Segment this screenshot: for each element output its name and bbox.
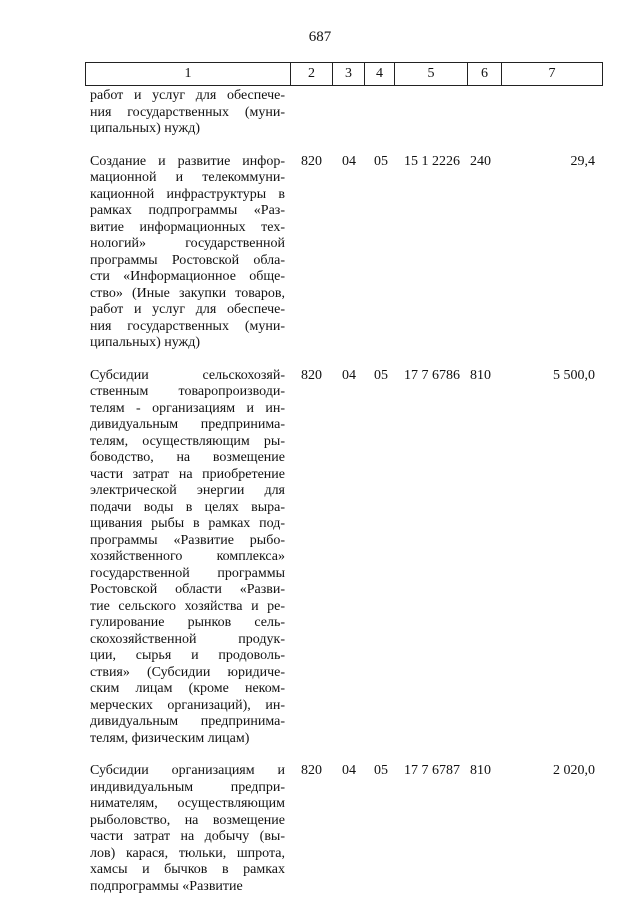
subsection-code: 05	[374, 153, 388, 169]
description-line: программы «Развитие рыбо-	[90, 532, 285, 548]
table-row	[0, 763, 640, 895]
column-header-7: 7	[502, 63, 603, 86]
description-line: ствия» (Субсидии юридиче-	[90, 664, 285, 680]
description-line: телям, физическим лицам)	[90, 730, 250, 746]
description-line: части затрат на добычу (вы-	[90, 829, 285, 844]
row-description	[90, 763, 285, 895]
description-line: Субсидии организациям и	[90, 763, 285, 778]
description-line: щивания рыбы в рамках под-	[90, 516, 285, 531]
description-line: мерческих организаций), ин-	[90, 697, 285, 713]
description-line: ство» (Иные закупки товаров,	[90, 285, 285, 301]
section-code: 04	[342, 763, 356, 778]
description-line: программы Ростовской обла-	[90, 252, 285, 268]
description-line: хамсы и бычков в рамках	[90, 862, 285, 877]
description-line: государственной программы	[90, 565, 285, 581]
row-description	[90, 368, 285, 748]
description-line: скохозяйственной продук-	[90, 631, 285, 647]
amount: 2 020,0	[553, 763, 595, 778]
description-line: кационной инфраструктуры в	[90, 186, 285, 202]
description-line: лов) карася, тюльки, шпрота,	[90, 845, 285, 861]
description-line: ским лицам (кроме неком-	[90, 681, 285, 696]
description-line: боводство, на возмещение	[90, 450, 285, 465]
description-line: подпрограммы «Развитие	[90, 878, 243, 894]
table-row	[0, 154, 640, 352]
column-header-6: 6	[468, 63, 502, 86]
section-code: 04	[342, 367, 356, 383]
column-header-4: 4	[365, 63, 395, 86]
column-header-1: 1	[86, 63, 291, 86]
description-line: гулирование рынков сель-	[90, 615, 285, 630]
description-line: нологий» государственной	[90, 236, 285, 251]
description-line: подачи воды в целях выра-	[90, 499, 285, 515]
description-line: дивидуальным предпринима-	[90, 714, 285, 729]
column-header-5: 5	[395, 63, 468, 86]
description-line: ципальных) нужд)	[90, 335, 201, 350]
section-code: 04	[342, 153, 356, 169]
subsection-code: 05	[374, 763, 388, 778]
description-line: нимателям, осуществляющим	[90, 796, 285, 811]
page-number: 687	[308, 29, 332, 45]
column-header-table	[85, 62, 603, 86]
description-line: дивидуальным предпринима-	[90, 417, 285, 432]
description-line: хозяйственного комплекса»	[90, 549, 285, 564]
table-row	[0, 368, 640, 748]
description-line: ципальных) нужд)	[90, 121, 201, 136]
row-description	[90, 88, 285, 138]
description-line: ции, сырья и продоволь-	[90, 648, 285, 663]
description-line: телям - организациям и ин-	[90, 400, 285, 416]
description-line: части затрат на приобретение	[90, 466, 285, 482]
subsection-code: 05	[374, 367, 388, 383]
description-line: телям, осуществляющим ры-	[90, 433, 285, 449]
description-line: Субсидии сельскохозяй-	[90, 367, 285, 383]
expense-type-code: 240	[470, 153, 491, 169]
ministry-code: 820	[301, 153, 322, 169]
target-article-code: 15 1 2226	[404, 153, 460, 169]
description-line: рыболовство, на возмещение	[90, 812, 285, 828]
description-line: Ростовской области «Разви-	[90, 582, 285, 597]
description-line: Создание и развитие инфор-	[90, 153, 285, 169]
column-header-3: 3	[333, 63, 365, 86]
ministry-code: 820	[301, 763, 322, 778]
target-article-code: 17 7 6786	[404, 367, 460, 383]
budget-table-body	[0, 88, 640, 911]
description-line: индивидуальным предпри-	[90, 779, 285, 795]
description-line: работ и услуг для обеспече-	[90, 302, 285, 317]
amount: 29,4	[570, 153, 595, 169]
expense-type-code: 810	[470, 367, 491, 383]
description-line: работ и услуг для обеспече-	[90, 88, 285, 103]
expense-type-code: 810	[470, 763, 491, 778]
description-line: рамках подпрограммы «Раз-	[90, 203, 285, 218]
column-header-row	[86, 63, 603, 86]
description-line: ния государственных (муни-	[90, 104, 285, 120]
target-article-code: 17 7 6787	[404, 763, 460, 778]
description-line: сти «Информационное обще-	[90, 269, 285, 284]
description-line: тие сельского хозяйства и ре-	[90, 598, 285, 614]
description-line: ственным товаропроизводи-	[90, 384, 285, 399]
description-line: мационной и телекоммуни-	[90, 170, 285, 185]
table-row	[0, 88, 640, 138]
description-line: ния государственных (муни-	[90, 318, 285, 334]
description-line: электрической энергии для	[90, 483, 285, 498]
ministry-code: 820	[301, 367, 322, 383]
column-header-2: 2	[291, 63, 333, 86]
description-line: витие информационных тех-	[90, 219, 285, 235]
row-description	[90, 154, 285, 352]
amount: 5 500,0	[553, 367, 595, 383]
